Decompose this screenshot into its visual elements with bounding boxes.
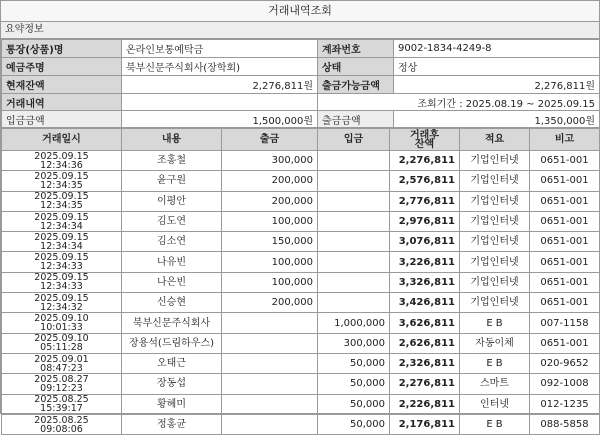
row-out: 200,000: [222, 293, 318, 313]
row-balance: 2,576,811: [390, 171, 460, 191]
table-row: [2, 191, 600, 211]
row-memo: E B: [460, 353, 530, 373]
row-in: [318, 232, 390, 252]
row-in: 1,000,000: [318, 313, 390, 333]
row-out: 100,000: [222, 272, 318, 292]
row-note: 012-1235: [530, 394, 600, 414]
row-in: [318, 151, 390, 171]
row-memo: 기업인터넷: [460, 171, 530, 191]
row-desc: 장용석(드림하우스): [122, 333, 222, 353]
row-note: 092-1008: [530, 374, 600, 394]
row-in: 50,000: [318, 353, 390, 373]
row-desc: 나유빈: [122, 252, 222, 272]
row-note: 088-5858: [530, 414, 600, 434]
row-balance: 2,176,811: [390, 414, 460, 434]
table-row: [2, 171, 600, 191]
row-datetime: [2, 191, 122, 211]
summary-table: [1, 39, 600, 128]
row-time: 05:11:28: [40, 342, 83, 354]
row-in: [318, 191, 390, 211]
table-row: [2, 252, 600, 272]
row-balance: 2,276,811: [390, 374, 460, 394]
row-out: 200,000: [222, 171, 318, 191]
row-date: 2025.08.27: [34, 373, 89, 385]
table-row: [2, 151, 600, 171]
withdraw-total-value: 1,350,000원: [394, 111, 600, 128]
row-in: [318, 171, 390, 191]
row-datetime: [2, 414, 122, 434]
row-datetime: [2, 151, 122, 171]
row-in: 50,000: [318, 394, 390, 414]
row-memo: 자동이체: [460, 333, 530, 353]
row-desc: 이평안: [122, 191, 222, 211]
row-out: [222, 374, 318, 394]
row-note: 0651-001: [530, 171, 600, 191]
row-desc: 신승현: [122, 293, 222, 313]
row-desc: 정홍균: [122, 414, 222, 434]
row-in: 300,000: [318, 333, 390, 353]
row-datetime: [2, 333, 122, 353]
table-row: [2, 232, 600, 252]
row-datetime: [2, 232, 122, 252]
row-memo: E B: [460, 414, 530, 434]
row-note: 0651-001: [530, 232, 600, 252]
col-desc: 내용: [122, 129, 222, 151]
col-memo: 적요: [460, 129, 530, 151]
row-balance: 2,326,811: [390, 353, 460, 373]
row-time: 12:34:36: [40, 159, 83, 171]
row-desc: 김소연: [122, 232, 222, 252]
row-time: 12:34:33: [40, 261, 83, 273]
row-desc: 나은빈: [122, 272, 222, 292]
row-desc: 북부신문주식회사: [122, 313, 222, 333]
holder-value: 북부신문주식회사(장학회): [122, 58, 318, 76]
transactions-table: [1, 128, 600, 435]
row-date: 2025.09.15: [34, 150, 89, 162]
status-value: 정상: [394, 58, 600, 76]
withdraw-total-label: 출금금액: [318, 111, 394, 128]
row-date: 2025.08.25: [34, 414, 89, 426]
row-datetime: [2, 374, 122, 394]
row-datetime: [2, 171, 122, 191]
row-time: 12:34:34: [40, 220, 83, 232]
row-balance: 2,976,811: [390, 211, 460, 231]
row-date: 2025.09.10: [34, 333, 89, 345]
row-in: [318, 272, 390, 292]
row-date: 2025.09.15: [34, 231, 89, 243]
row-date: 2025.08.25: [34, 394, 89, 406]
row-in: [318, 211, 390, 231]
row-memo: 기업인터넷: [460, 252, 530, 272]
row-out: 100,000: [222, 211, 318, 231]
row-datetime: [2, 353, 122, 373]
row-balance: 3,226,811: [390, 252, 460, 272]
row-date: 2025.09.15: [34, 272, 89, 284]
row-desc: 황혜미: [122, 394, 222, 414]
table-row: [2, 272, 600, 292]
row-memo: E B: [460, 313, 530, 333]
row-datetime: [2, 211, 122, 231]
query-period: 조회기간 : 2025.08.19 ~ 2025.09.15: [318, 94, 600, 111]
page-title: 거래내역조회: [1, 1, 599, 22]
row-note: 0651-001: [530, 211, 600, 231]
row-out: 200,000: [222, 191, 318, 211]
row-time: 10:01:33: [40, 322, 83, 334]
row-out: [222, 313, 318, 333]
row-date: 2025.09.15: [34, 292, 89, 304]
col-in: 입금: [318, 129, 390, 151]
table-row: [2, 394, 600, 414]
row-balance: 3,426,811: [390, 293, 460, 313]
row-memo: 기업인터넷: [460, 151, 530, 171]
table-row: [2, 293, 600, 313]
deposit-total-value: 1,500,000원: [122, 111, 318, 128]
row-date: 2025.09.15: [34, 252, 89, 264]
row-balance: 2,226,811: [390, 394, 460, 414]
table-row: [2, 414, 600, 434]
row-in: [318, 293, 390, 313]
row-out: [222, 394, 318, 414]
row-note: 020-9652: [530, 353, 600, 373]
row-time: 15:39:17: [40, 403, 83, 415]
row-in: 50,000: [318, 374, 390, 394]
row-note: 0651-001: [530, 252, 600, 272]
col-note: 비고: [530, 129, 600, 151]
status-label: 상태: [318, 58, 394, 76]
row-desc: 오태근: [122, 353, 222, 373]
row-time: 12:34:35: [40, 200, 83, 212]
row-memo: 인터넷: [460, 394, 530, 414]
row-time: 09:12:23: [40, 382, 83, 394]
row-note: 0651-001: [530, 151, 600, 171]
row-date: 2025.09.10: [34, 313, 89, 325]
row-memo: 기업인터넷: [460, 293, 530, 313]
row-date: 2025.09.01: [34, 353, 89, 365]
row-memo: 기업인터넷: [460, 272, 530, 292]
transactions-body: [2, 151, 600, 435]
row-out: 300,000: [222, 151, 318, 171]
balance-label: 현재잔액: [2, 76, 122, 94]
row-memo: 스마트: [460, 374, 530, 394]
col-balance: [390, 129, 460, 151]
row-out: [222, 333, 318, 353]
row-time: 08:47:23: [40, 362, 83, 374]
row-time: 09:08:06: [40, 423, 83, 435]
row-memo: 기업인터넷: [460, 191, 530, 211]
account-no-value: 9002-1834-4249-8: [394, 40, 600, 58]
row-note: 0651-001: [530, 333, 600, 353]
row-memo: 기업인터넷: [460, 211, 530, 231]
row-out: 100,000: [222, 252, 318, 272]
row-datetime: [2, 313, 122, 333]
row-note: 0651-001: [530, 293, 600, 313]
row-desc: 김도연: [122, 211, 222, 231]
row-time: 12:34:33: [40, 281, 83, 293]
row-date: 2025.09.15: [34, 191, 89, 203]
table-row: [2, 313, 600, 333]
table-row: [2, 211, 600, 231]
row-date: 2025.09.15: [34, 211, 89, 223]
row-balance: 3,326,811: [390, 272, 460, 292]
holder-label: 예금주명: [2, 58, 122, 76]
row-time: 12:34:35: [40, 179, 83, 191]
row-note: 007-1158: [530, 313, 600, 333]
row-datetime: [2, 394, 122, 414]
col-balance-line2: 잔액: [414, 138, 435, 150]
account-name-value: 온라인보통예탁금: [122, 40, 318, 58]
deposit-total-label: 입금금액: [2, 111, 122, 128]
available-label: 출금가능금액: [318, 76, 394, 94]
row-datetime: [2, 293, 122, 313]
row-balance: 3,076,811: [390, 232, 460, 252]
row-note: 0651-001: [530, 191, 600, 211]
table-row: [2, 353, 600, 373]
row-out: [222, 353, 318, 373]
row-memo: 기업인터넷: [460, 232, 530, 252]
row-time: 12:34:32: [40, 301, 83, 313]
col-out: 출금: [222, 129, 318, 151]
history-label: 거래내역: [2, 94, 122, 111]
row-balance: 2,626,811: [390, 333, 460, 353]
row-in: 50,000: [318, 414, 390, 434]
row-out: [222, 414, 318, 434]
table-row: [2, 374, 600, 394]
row-in: [318, 252, 390, 272]
row-note: 0651-001: [530, 272, 600, 292]
row-datetime: [2, 252, 122, 272]
col-balance-line1: 거래후: [410, 129, 439, 141]
row-date: 2025.09.15: [34, 170, 89, 182]
account-no-label: 계좌번호: [318, 40, 394, 58]
available-value: 2,276,811원: [394, 76, 600, 94]
row-datetime: [2, 272, 122, 292]
col-datetime: 거래일시: [2, 129, 122, 151]
table-row: [2, 333, 600, 353]
row-balance: 2,276,811: [390, 151, 460, 171]
row-time: 12:34:34: [40, 240, 83, 252]
row-desc: 조홍철: [122, 151, 222, 171]
account-name-label: 통장(상품)명: [2, 40, 122, 58]
row-out: 150,000: [222, 232, 318, 252]
row-balance: 2,776,811: [390, 191, 460, 211]
row-balance: 3,626,811: [390, 313, 460, 333]
row-desc: 장동섭: [122, 374, 222, 394]
summary-section-label: 요약정보: [1, 22, 599, 39]
row-desc: 윤구원: [122, 171, 222, 191]
balance-value: 2,276,811원: [122, 76, 318, 94]
